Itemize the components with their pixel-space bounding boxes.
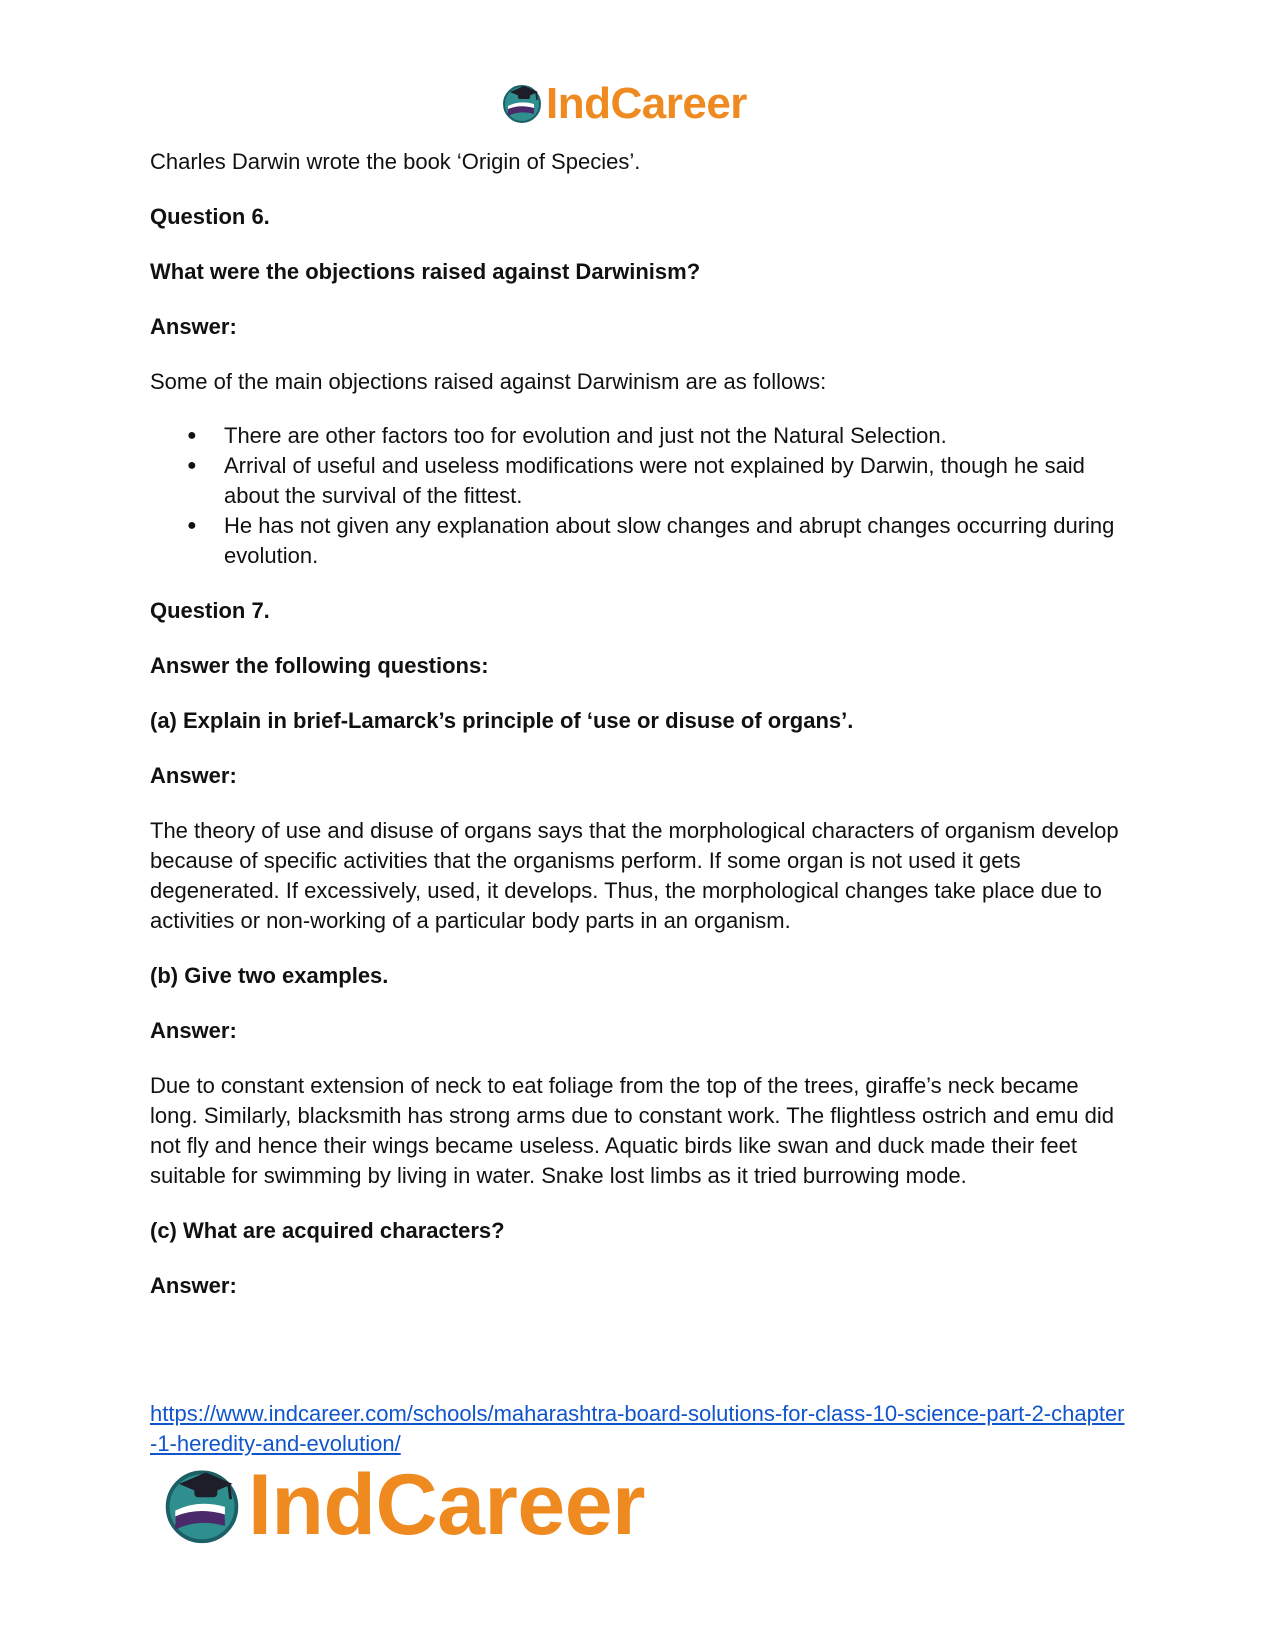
list-item-text: There are other factors too for evolution and just not the Natural Selection. — [224, 423, 947, 448]
graduation-cap-book-globe-icon — [160, 1461, 244, 1550]
list-item — [187, 451, 1130, 511]
intro-line: Charles Darwin wrote the book ‘Origin of Species’. — [150, 149, 641, 174]
question-7b-answer-label: Answer: — [150, 1018, 237, 1043]
question-7b-text: (b) Give two examples. — [150, 963, 389, 988]
question-6-text: What were the objections raised against Darwinism? — [150, 259, 701, 284]
objections-list — [150, 421, 1130, 571]
question-7a-answer-label: Answer: — [150, 763, 237, 788]
question-7-label: Question 7. — [150, 598, 270, 623]
source-link[interactable]: https://www.indcareer.com/schools/maharashtra-board-solutions-for-class-10-science-part-2-chapter-1-heredity-and-evolution/ — [150, 1401, 1125, 1456]
question-7a-text: (a) Explain in brief-Lamarck’s principle of ‘use or disuse of organs’. — [150, 708, 854, 733]
question-6-label: Question 6. — [150, 204, 270, 229]
footer-logo — [160, 1457, 645, 1553]
question-7c-answer-label: Answer: — [150, 1273, 237, 1298]
list-item-text: He has not given any explanation about slow changes and abrupt changes occurring during evolution. — [224, 513, 1115, 568]
question-7c-text: (c) What are acquired characters? — [150, 1218, 505, 1243]
question-7a-answer: The theory of use and disuse of organs says that the morphological characters of organism develop because of specific activities that the organisms perform. If some organ is not used it gets degenerated. If excessively, used, it develops. Thus, the morphological changes take place due to activities or non-working of a particular body parts in an organism. — [150, 818, 1119, 933]
list-item-text: Arrival of useful and useless modifications were not explained by Darwin, though he said about the survival of the fittest. — [224, 453, 1085, 508]
question-7-instruction: Answer the following questions: — [150, 653, 489, 678]
bullet-icon: ● — [187, 427, 197, 444]
graduation-cap-book-globe-icon — [500, 80, 544, 129]
header-logo — [500, 80, 747, 128]
question-6-answer-label: Answer: — [150, 314, 237, 339]
document-body — [150, 147, 1130, 1326]
question-6-answer-intro: Some of the main objections raised against Darwinism are as follows: — [150, 369, 827, 394]
list-item — [187, 511, 1130, 571]
list-item — [187, 421, 1130, 451]
brand-name: IndCareer — [248, 1457, 645, 1553]
bullet-icon: ● — [187, 457, 197, 474]
bullet-icon: ● — [187, 517, 197, 534]
brand-name: IndCareer — [546, 79, 747, 128]
question-7b-answer: Due to constant extension of neck to eat foliage from the top of the trees, giraffe’s neck became long. Similarly, blacksmith has strong arms due to constant work. The flightless ostrich and emu did not fly and hence their wings became useless. Aquatic birds like swan and duck made their feet suitable for swimming by living in water. Snake lost limbs as it tried burrowing mode. — [150, 1073, 1114, 1188]
